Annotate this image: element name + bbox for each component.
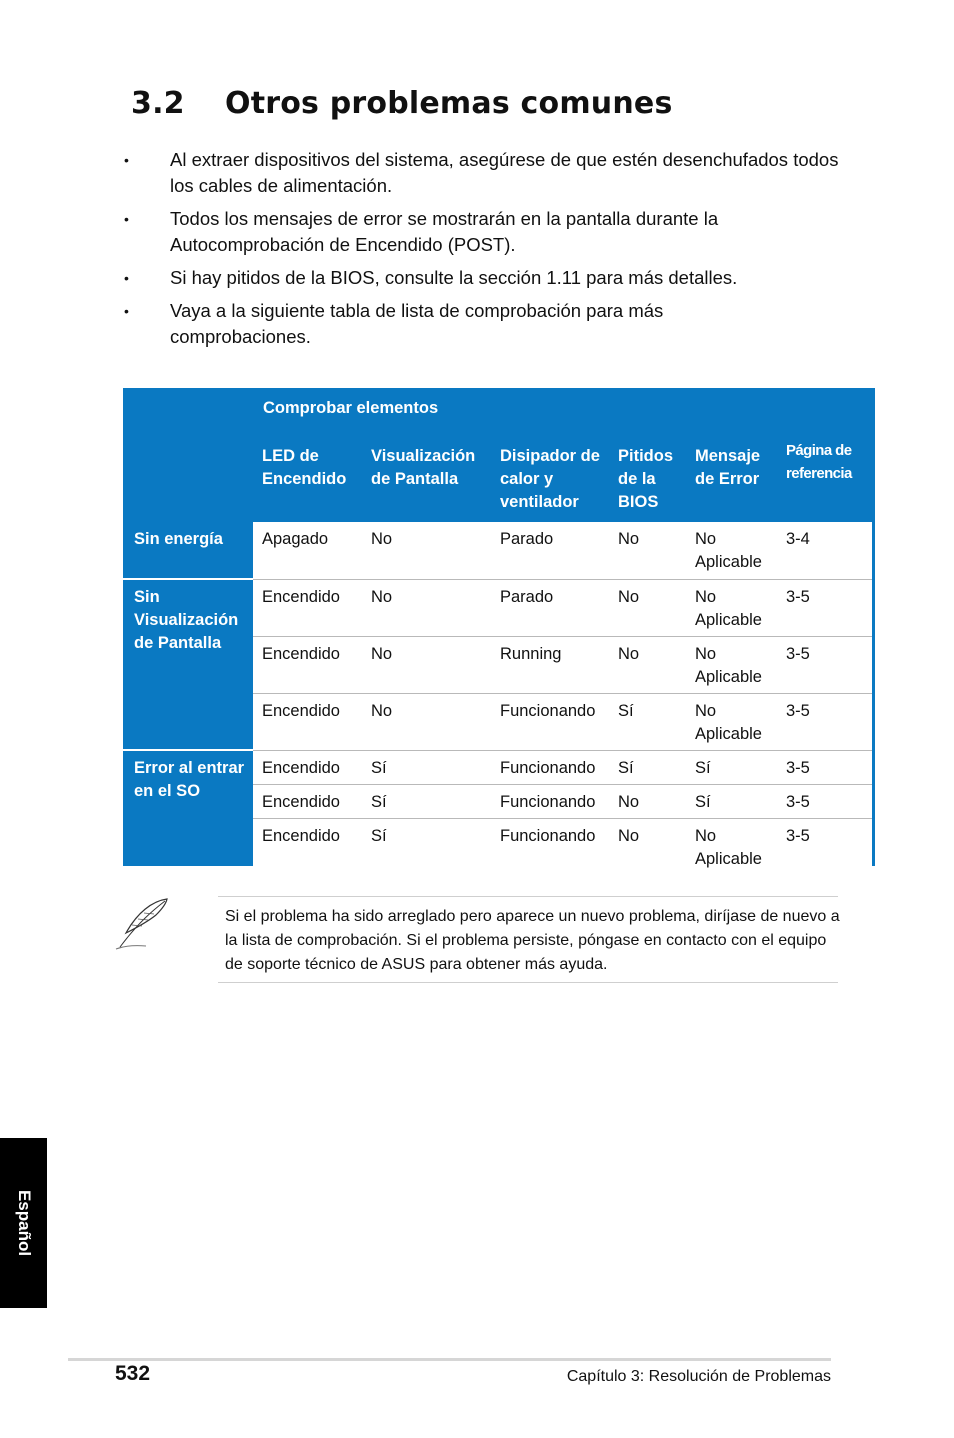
bullet-dot: • <box>124 270 129 286</box>
table-cell: No Aplicable <box>686 579 777 636</box>
table-cell: Sí <box>362 750 491 784</box>
column-header: Visualización de Pantalla <box>371 447 476 488</box>
table-cell: Sí <box>686 750 777 784</box>
table-cell: Sí <box>362 818 491 873</box>
feather-pen-icon <box>112 895 172 953</box>
table-cell: Sí <box>609 750 686 784</box>
table-cell: Funcionando <box>491 693 609 750</box>
table-cell: Sí <box>362 784 491 818</box>
table-cell: Encendido <box>253 750 362 784</box>
table-cell: 3-5 <box>777 579 872 636</box>
table-cell: Encendido <box>253 636 362 693</box>
bullet-item: • Si hay pitidos de la BIOS, consulte la sección 1.11 para más detalles. <box>120 265 860 291</box>
bullet-item: • Vaya a la siguiente tabla de lista de comprobación para más comprobaciones. <box>124 300 664 347</box>
table-cell: Sí <box>686 784 777 818</box>
column-header: Mensaje de Error <box>695 447 761 488</box>
table-cell: 3-5 <box>777 784 872 818</box>
footer-rule <box>68 1358 831 1361</box>
table-cell: Funcionando <box>491 750 609 784</box>
row-group-label: Sin Visualización de Pantalla <box>123 579 253 750</box>
table-cell: 3-5 <box>777 750 872 784</box>
table-cell: Parado <box>491 522 609 579</box>
section-title-text: Otros problemas comunes <box>225 86 673 121</box>
note-rule-top <box>218 896 838 897</box>
table-cell: No Aplicable <box>686 522 777 579</box>
section-title <box>131 86 673 121</box>
bullet-item: • Al extraer dispositivos del sistema, asegúrese de que estén desenchufados todos los cables de alimentación. <box>124 149 839 196</box>
table-cell: No <box>362 693 491 750</box>
group-header: Comprobar elementos <box>263 399 439 417</box>
table-cell: Encendido <box>253 579 362 636</box>
bullet-dot: • <box>124 303 129 319</box>
column-header: LED de Encendido <box>262 447 347 488</box>
checklist-table <box>123 388 875 866</box>
table-cell: 3-5 <box>777 818 872 873</box>
note-text: Si el problema ha sido arreglado pero aparece un nuevo problema, diríjase de nuevo a la lista de comprobación. Si el problema persiste, póngase en contacto con el equipo de soporte técnico de ASUS para obtener más ayuda. <box>225 908 840 973</box>
bullet-list <box>120 147 860 357</box>
table-cell: No <box>609 579 686 636</box>
table-cell: Funcionando <box>491 784 609 818</box>
table-cell: No Aplicable <box>686 636 777 693</box>
row-group-label: Sin energía <box>123 522 253 579</box>
table-cell: Encendido <box>253 784 362 818</box>
table-cell: No <box>362 579 491 636</box>
table-cell: No <box>609 636 686 693</box>
table-cell: 3-5 <box>777 636 872 693</box>
table-cell: Apagado <box>253 522 362 579</box>
table-cell: Sí <box>609 693 686 750</box>
section-number: 3.2 <box>131 86 185 121</box>
table-cell: No <box>362 636 491 693</box>
table-cell: No <box>362 522 491 579</box>
language-label: Español <box>14 1189 34 1257</box>
table-cell: 3-4 <box>777 522 872 579</box>
page-number: 532 <box>115 1362 151 1385</box>
table-cell: Encendido <box>253 818 362 873</box>
table-cell: 3-5 <box>777 693 872 750</box>
table-cell: No <box>609 522 686 579</box>
column-header: Página de referencia <box>786 442 852 482</box>
column-header: Pitidos de la BIOS <box>618 447 674 511</box>
language-side-tab <box>0 1138 47 1308</box>
table-cell: No Aplicable <box>686 693 777 750</box>
table-cell: No Aplicable <box>686 818 777 873</box>
note-rule-bottom <box>218 982 838 983</box>
table-cell: No <box>609 818 686 873</box>
table-cell: Running <box>491 636 609 693</box>
table-cell: Parado <box>491 579 609 636</box>
table-cell: No <box>609 784 686 818</box>
chapter-title: Capítulo 3: Resolución de Problemas <box>566 1368 831 1385</box>
table-cell: Funcionando <box>491 818 609 873</box>
bullet-item: • Todos los mensajes de error se mostrarán en la pantalla durante la Autocomprobación de Encendido (POST). <box>124 208 719 255</box>
column-header: Disipador de calor y ventilador <box>500 447 600 511</box>
bullet-dot: • <box>124 152 129 168</box>
row-group-label: Error al entrar en el SO <box>134 759 245 800</box>
table-cell: Encendido <box>253 693 362 750</box>
bullet-dot: • <box>124 211 129 227</box>
